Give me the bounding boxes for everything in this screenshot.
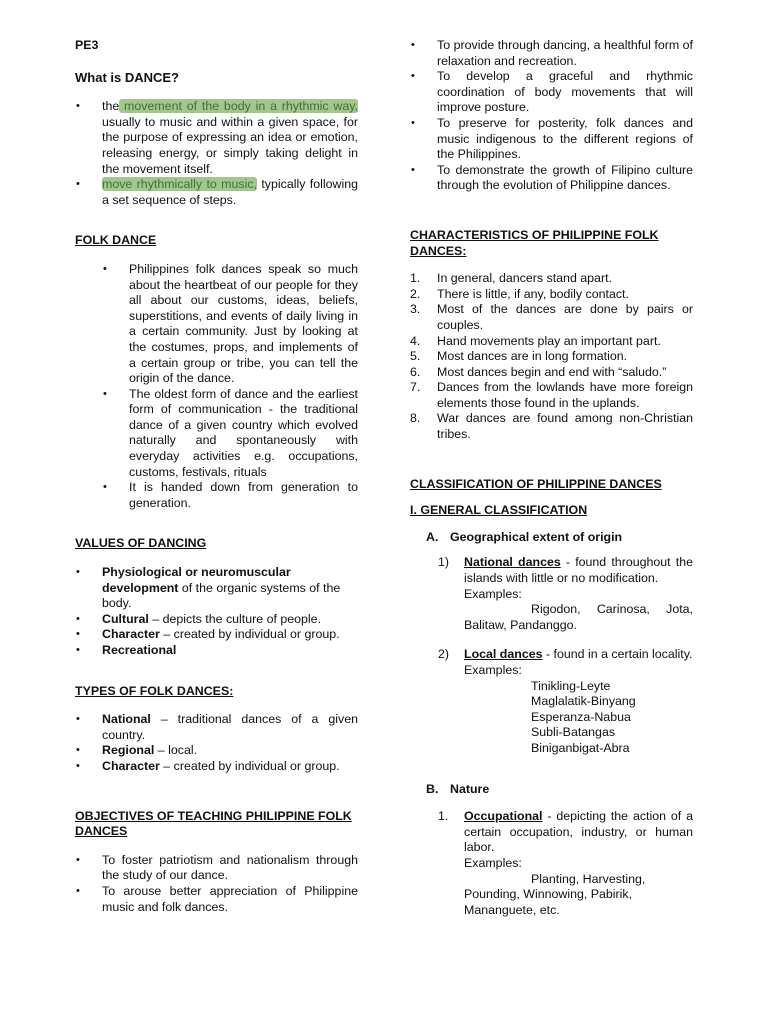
list-item: • To arouse better appreciation of Philippine music and folk dances. (75, 884, 358, 915)
example-item: Esperanza-Nabua (531, 709, 631, 724)
list-item: 8. War dances are found among non-Christian tribes. (410, 411, 693, 442)
example-item: Maglalatik-Binyang (531, 694, 636, 709)
page-label: PE3 (75, 38, 99, 52)
highlighted-text: move rhythmically to music, (102, 177, 257, 192)
list-item: • Philippines folk dances speak so much about the heartbeat of our people for they all about our customs, ideas, beliefs, superstitions, and events of daily living in a certain community. Just by looking at the costumes, props, and implements of a certain group or tribe, you can tell the origin of the dance. (75, 262, 358, 387)
occupational-item: 1. Occupational - depicting the action of a certain occupation, industry, or human labor. Examples: (438, 809, 693, 870)
list-item: • It is handed down from generation to generation. (75, 480, 358, 511)
nature-subheading: B. Nature (426, 781, 490, 796)
dance-definition-list (75, 99, 358, 208)
values-of-dancing-title: VALUES OF DANCING (75, 536, 207, 551)
list-item: • To preserve for posterity, folk dances and music indigenous to the different regions of the Philippines. (410, 116, 693, 163)
highlighted-text: movement of the body in a rhythmic way, (119, 99, 358, 114)
list-item: 4. Hand movements play an important part. (410, 333, 661, 348)
list-item: • To develop a graceful and rhythmic coordination of body movements that will improve posture. (410, 69, 693, 116)
characteristics-list (410, 271, 693, 443)
list-item: • move rhythmically to music, typically following a set sequence of steps. (75, 177, 358, 208)
list-item: 6. Most dances begin and end with “saludo.” (410, 364, 667, 379)
list-item: • Cultural – depicts the culture of people. (75, 612, 358, 628)
national-dances-item: 1) National dances - found throughout the islands with little or no modification. Examples: (438, 555, 693, 601)
local-dances-examples (410, 679, 693, 757)
list-item: • Regional – local. (75, 743, 358, 759)
list-item: • Character – created by individual or group. (75, 759, 358, 775)
classification-title: CLASSIFICATION OF PHILIPPINE DANCES (410, 476, 662, 491)
types-of-folk-dances-title: TYPES OF FOLK DANCES: (75, 683, 234, 698)
left-column (75, 38, 358, 915)
geographical-subheading: A. Geographical extent of origin (426, 529, 623, 544)
what-is-dance-heading: What is DANCE? (75, 69, 179, 85)
folk-dance-list (75, 262, 358, 512)
list-item: • The oldest form of dance and the earliest form of communication - the traditional dance of a given country which evolved naturally and spontaneously with everyday activities e.g. occupations, customs, festivals, rituals (75, 387, 358, 481)
list-item: • To foster patriotism and nationalism through the study of our dance. (75, 853, 358, 884)
types-list (75, 712, 358, 774)
values-list (75, 565, 358, 659)
example-item: Subli-Batangas (531, 725, 616, 740)
local-dances-item: 2) Local dances - found in a certain locality. Examples: (438, 647, 693, 677)
objectives-continued-list (410, 38, 693, 194)
list-item: 7. Dances from the lowlands have more foreign elements those found in the uplands. (410, 380, 693, 410)
list-item: • Physiological or neuromuscular development of the organic systems of the body. (75, 565, 358, 612)
occupational-examples: Planting, Harvesting, Pounding, Winnowing, Pabirik, Mananguete, etc. (464, 871, 646, 917)
list-item: • National – traditional dances of a given country. (75, 712, 358, 743)
national-dances-examples: Rigodon, Carinosa, Jota, Balitaw, Pandanggo. (464, 602, 693, 632)
general-classification-title: I. GENERAL CLASSIFICATION (410, 503, 588, 518)
list-item: • To provide through dancing, a healthful form of relaxation and recreation. (410, 38, 693, 69)
list-item: • Recreational (75, 643, 358, 659)
list-item: 2. There is little, if any, bodily contact. (410, 286, 629, 301)
list-item: 5. Most dances are in long formation. (410, 349, 628, 364)
right-column (410, 38, 693, 918)
list-item: 1. In general, dancers stand apart. (410, 271, 612, 286)
list-item: • the movement of the body in a rhythmic way, usually to music and within a given space, for the purpose of expressing an idea or emotion, releasing energy, or simply taking delight in the movement itself. (75, 99, 358, 177)
objectives-list (75, 853, 358, 915)
folk-dance-title: FOLK DANCE (75, 233, 157, 248)
example-item: Biniganbigat-Abra (531, 740, 630, 755)
characteristics-title: CHARACTERISTICS OF PHILIPPINE FOLK DANCES: (410, 227, 659, 258)
objectives-title: OBJECTIVES OF TEACHING PHILIPPINE FOLK DANCES (75, 808, 352, 839)
list-item: • Character – created by individual or group. (75, 627, 358, 643)
example-item: Tinikling-Leyte (531, 678, 611, 693)
list-item: • To demonstrate the growth of Filipino culture through the evolution of Philippine dances. (410, 163, 693, 194)
list-item: 3. Most of the dances are done by pairs or couples. (410, 302, 693, 332)
